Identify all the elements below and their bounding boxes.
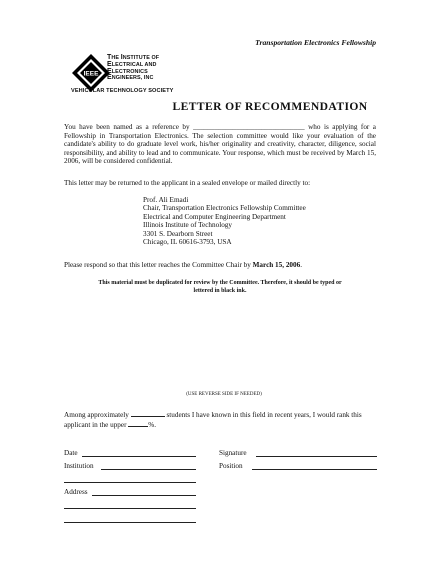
signature-label: Signature: [219, 449, 247, 457]
society-name: VEHICULAR TECHNOLOGY SOCIETY: [71, 88, 174, 94]
duplication-notice: This material must be duplicated for review by the Committee. Therefore, it should be typed or lettered in black ink.: [98, 280, 342, 294]
mailing-address: Prof. Ali Emadi Chair, Transportation Electronics Fellowship Committee Electrical and Computer Engineering Department Illinois Institute of Technology 3301 S. Dearborn Street Chicago, IL 60616-3793, USA: [143, 196, 306, 247]
address-field-line-3[interactable]: [64, 522, 196, 523]
student-count-blank[interactable]: [131, 410, 165, 417]
fellowship-header-title: Transportation Electronics Fellowship: [255, 38, 376, 47]
return-instructions: This letter may be returned to the applicant in a sealed envelope or mailed directly to:: [64, 179, 311, 187]
reverse-side-note: (USE REVERSE SIDE IF NEEDED): [186, 392, 262, 397]
position-field[interactable]: [252, 469, 377, 470]
signature-field[interactable]: [256, 456, 377, 457]
intro-paragraph: You have been named as a reference by _______________________________ who is applying for a Fellowship in Transportation Electronics. The selection committee would like your evaluation of the candidate's ability to do graduate level work, his/her originality and creativity, character, diligence, social responsibility, and ability to lead and to communicate. Your response, which must be received by March 15, 2006, will be considered confidential.: [64, 123, 377, 166]
institution-label: Institution: [64, 462, 94, 470]
deadline-date: March 15, 2006: [252, 261, 301, 269]
deadline-paragraph: Please respond so that this letter reaches the Committee Chair by March 15, 2006.: [64, 261, 303, 269]
applicant-name-blank[interactable]: _______________________________: [193, 123, 305, 131]
ieee-name-lines: THE INSTITUTE OF ELECTRICAL AND ELECTRONICS ENGINEERS, INC: [107, 54, 160, 82]
address-field[interactable]: [92, 495, 196, 496]
position-label: Position: [219, 462, 243, 470]
ranking-paragraph: Among approximately students I have known in this field in recent years, I would rank this applicant in the upper %.: [64, 411, 362, 429]
letter-title: LETTER OF RECOMMENDATION: [172, 100, 368, 113]
date-field[interactable]: [82, 456, 196, 457]
percent-blank[interactable]: [128, 420, 148, 427]
institution-field[interactable]: [101, 469, 196, 470]
date-label: Date: [64, 449, 78, 457]
address-label: Address: [64, 488, 88, 496]
ieee-mark-letters: IEEE: [83, 70, 99, 78]
address-field-line-2[interactable]: [64, 508, 196, 509]
institution-field-line-2[interactable]: [64, 482, 196, 483]
